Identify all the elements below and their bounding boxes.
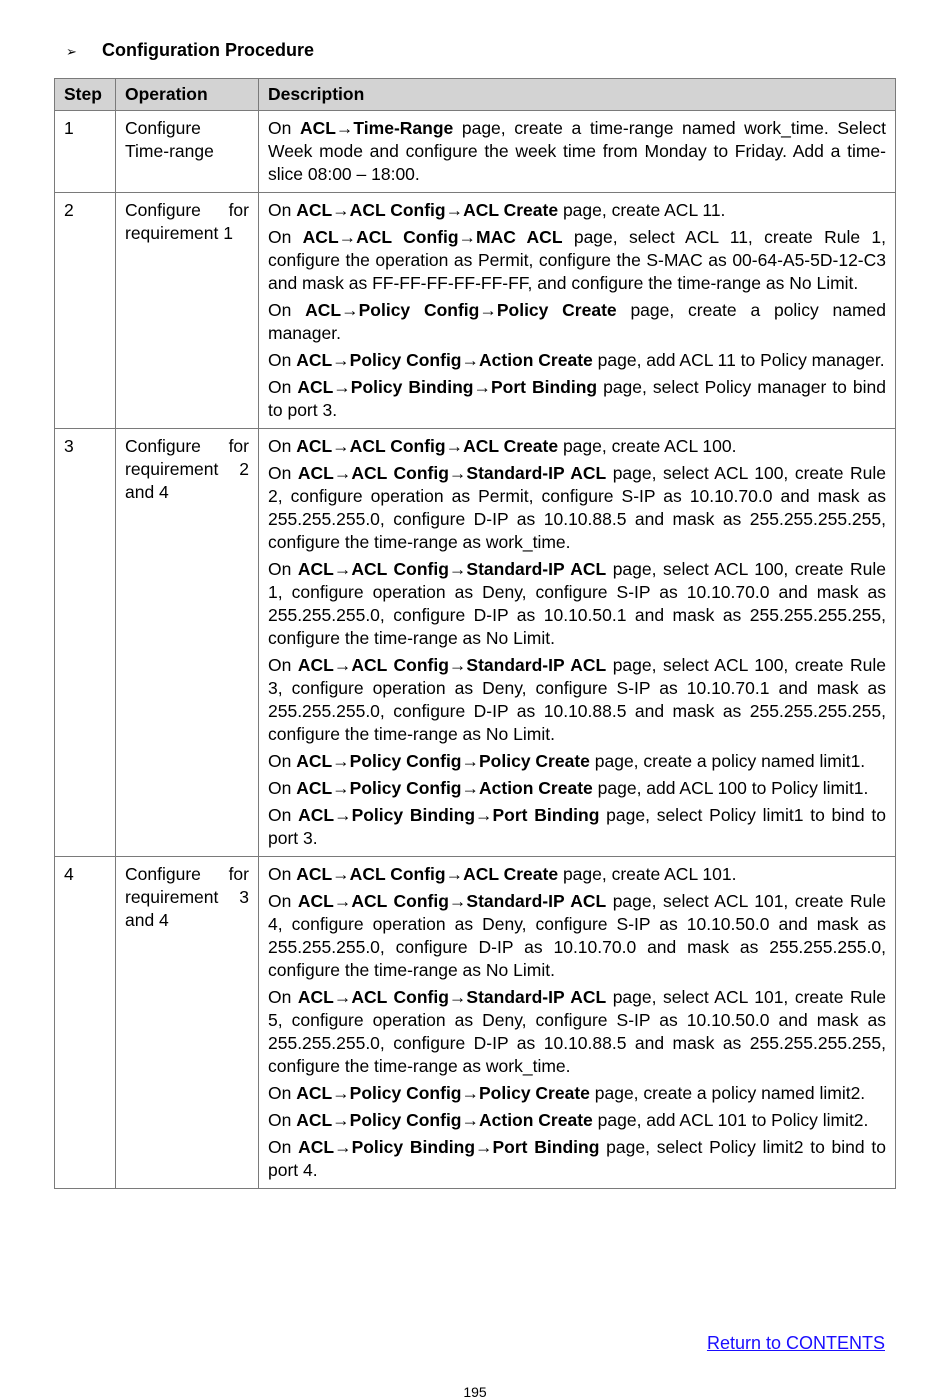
description-cell [259,429,896,857]
table-row [55,193,896,429]
menu-path: ACL→ACL Config→Standard-IP ACL [297,987,607,1007]
step-number: 4 [55,857,116,1189]
column-header-step: Step [55,79,116,111]
description-paragraph [268,199,886,222]
menu-path: ACL→Policy Binding→Port Binding [297,377,598,397]
menu-path: ACL→ACL Config→Standard-IP ACL [297,655,607,675]
menu-path: ACL→Policy Config→Policy Create [305,300,617,320]
description-text: On [268,655,298,675]
menu-path: ACL→Policy Config→Action Create [296,350,593,370]
section-title: Configuration Procedure [102,40,315,60]
step-number: 1 [55,111,116,193]
description-text: On [268,1083,297,1103]
section-heading [66,40,314,61]
description-text: On [268,377,298,397]
description-paragraph [268,1136,886,1182]
description-text: page, add ACL 11 to Policy manager. [592,350,885,370]
description-text: On [268,118,300,138]
description-paragraph [268,804,886,850]
column-header-operation: Operation [116,79,259,111]
step-number: 3 [55,429,116,857]
description-text: On [268,1137,299,1157]
description-paragraph [268,462,886,554]
description-text: page, create a time-range named work_time. Select Week mode and configure the week time from Monday to Friday. Add a time-slice 08:00 – 18:00. [268,118,886,184]
table-row [55,111,896,193]
description-text: On [268,891,298,911]
description-text: On [268,350,297,370]
menu-path: ACL→ACL Config→ACL Create [296,200,559,220]
description-paragraph [268,750,886,773]
description-text: On [268,805,299,825]
description-paragraph [268,890,886,982]
description-text: page, select ACL 101, create Rule 4, configure operation as Deny, configure S-IP as 10.10.50.0 and mask as 255.255.255.0, configure D-IP as 10.10.70.0 and mask as 255.255.255.0, configure the time-range as No Limit. [268,891,886,980]
page-number: 195 [463,1384,487,1400]
menu-path: ACL→ACL Config→ACL Create [296,436,559,456]
description-text: page, add ACL 101 to Policy limit2. [592,1110,869,1130]
operation-cell: Configure for requirement 3 and 4 [116,857,259,1189]
description-text: On [268,436,297,456]
description-text: page, create ACL 11. [558,200,726,220]
description-text: page, select ACL 100, create Rule 1, configure operation as Deny, configure S-IP as 10.10.70.0 and mask as 255.255.255.0, configure D-IP as 10.10.50.1 and mask as 255.255.255.255, configure the time-range as No Limit. [268,559,886,648]
return-to-contents-link[interactable]: Return to CONTENTS [706,1333,885,1353]
description-paragraph [268,1109,886,1132]
description-text: On [268,864,297,884]
description-text: page, select ACL 100, create Rule 3, configure operation as Deny, configure S-IP as 10.10.70.1 and mask as 255.255.255.0, configure D-IP as 10.10.88.5 and mask as 255.255.255.255, configure the time-range as No Limit. [268,655,886,744]
table-header-row [55,79,896,111]
description-text: page, select Policy limit1 to bind to port 3. [268,805,886,848]
description-paragraph [268,226,886,295]
description-cell [259,111,896,193]
menu-path: ACL→ACL Config→Standard-IP ACL [297,463,607,483]
description-text: page, select Policy limit2 to bind to port 4. [268,1137,886,1180]
description-paragraph [268,558,886,650]
table-row [55,857,896,1189]
menu-path: ACL→Policy Binding→Port Binding [298,1137,600,1157]
description-paragraph [268,299,886,345]
description-text: page, select Policy manager to bind to port 3. [268,377,886,420]
menu-path: ACL→ACL Config→ACL Create [296,864,559,884]
column-header-description: Description [259,79,896,111]
procedure-table [54,78,896,1189]
description-text: On [268,778,297,798]
description-paragraph [268,349,886,372]
description-text: page, select ACL 101, create Rule 5, configure operation as Deny, configure S-IP as 10.10.50.0 and mask as 255.255.255.0, configure D-IP as 10.10.88.5 and mask as 255.255.255.255, configure the time-range as work_time. [268,987,886,1076]
menu-path: ACL→Policy Config→Action Create [296,778,593,798]
description-text: On [268,300,306,320]
description-text: On [268,227,303,247]
operation-cell: Configure for requirement 2 and 4 [116,429,259,857]
menu-path: ACL→ACL Config→Standard-IP ACL [297,891,607,911]
description-text: page, create a policy named limit2. [589,1083,866,1103]
menu-path: ACL→Policy Config→Action Create [296,1110,593,1130]
step-number: 2 [55,193,116,429]
description-paragraph [268,117,886,186]
description-paragraph [268,777,886,800]
menu-path: ACL→Policy Config→Policy Create [296,751,590,771]
description-text: On [268,200,297,220]
description-paragraph [268,376,886,422]
description-text: page, create ACL 100. [558,436,737,456]
description-text: On [268,559,298,579]
description-text: page, add ACL 100 to Policy limit1. [592,778,869,798]
description-text: On [268,1110,297,1130]
description-cell [259,193,896,429]
menu-path: ACL→Time-Range [299,118,454,138]
operation-cell: Configure for requirement 1 [116,193,259,429]
arrow-bullet-icon: ➢ [66,44,77,59]
description-cell [259,857,896,1189]
description-text: On [268,987,298,1007]
description-text: page, create a policy named limit1. [589,751,866,771]
description-paragraph [268,863,886,886]
description-text: On [268,751,297,771]
table-row [55,429,896,857]
description-text: page, select ACL 100, create Rule 2, configure operation as Permit, configure S-IP as 10.10.70.0 and mask as 255.255.255.0, configure D-IP as 10.10.88.5 and mask as 255.255.255.255, configure the time-range as work_time. [268,463,886,552]
menu-path: ACL→ACL Config→Standard-IP ACL [297,559,607,579]
description-paragraph [268,435,886,458]
operation-cell: Configure Time-range [116,111,259,193]
description-paragraph [268,986,886,1078]
description-text: On [268,463,298,483]
menu-path: ACL→Policy Binding→Port Binding [298,805,600,825]
description-paragraph [268,654,886,746]
description-text: page, select ACL 11, create Rule 1, configure the operation as Permit, configure the S-MAC as 00-64-A5-5D-12-C3 and mask as FF-FF-FF-FF-FF-FF, and configure the time-range as No Limit. [268,227,886,293]
description-text: page, create a policy named manager. [268,300,886,343]
menu-path: ACL→Policy Config→Policy Create [296,1083,590,1103]
menu-path: ACL→ACL Config→MAC ACL [302,227,563,247]
description-paragraph [268,1082,886,1105]
description-text: page, create ACL 101. [558,864,737,884]
